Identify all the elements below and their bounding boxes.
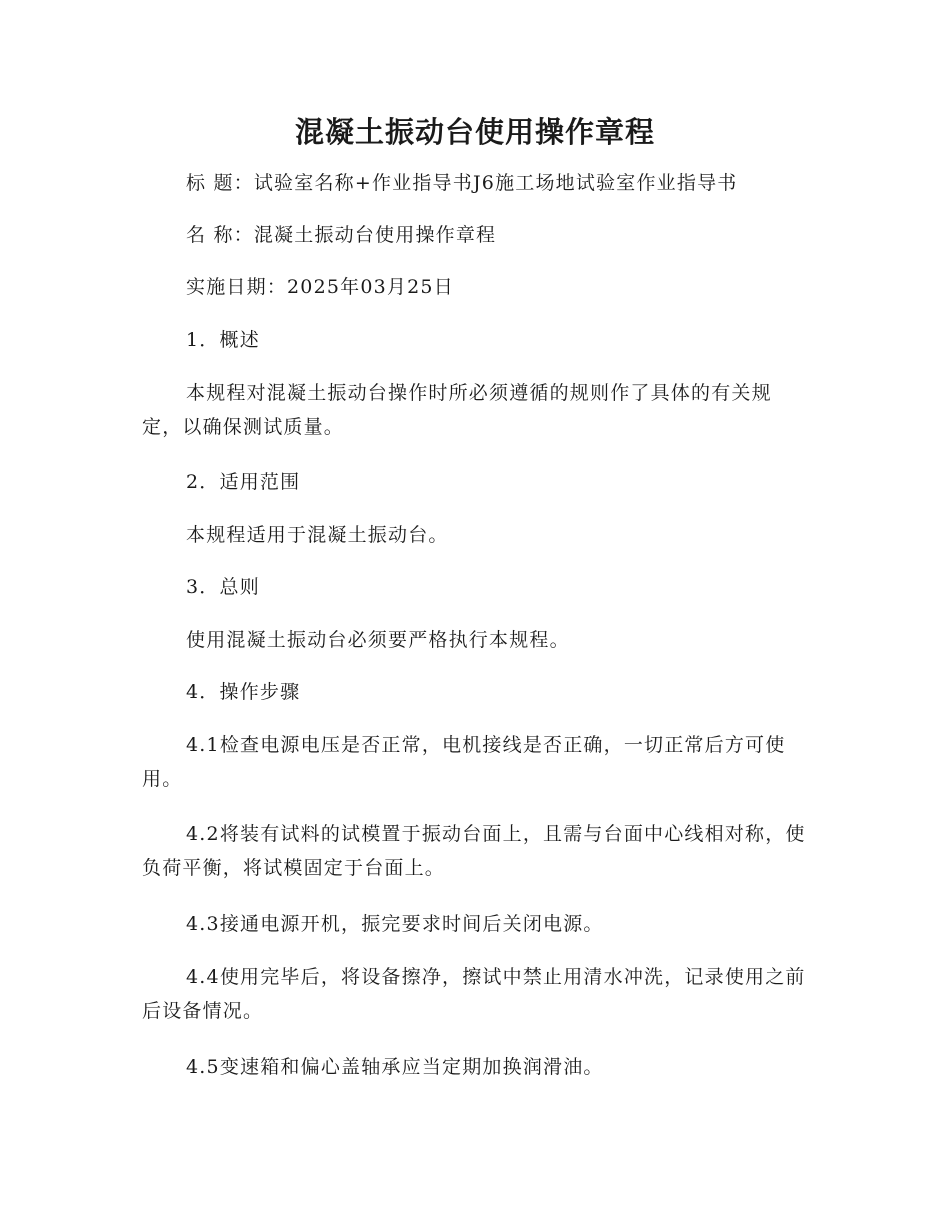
section-heading-overview: 1．概述 [186, 329, 260, 351]
step-4-3: 4.3接通电源开机，振完要求时间后关闭电源。 [186, 913, 604, 935]
document-title: 混凝土振动台使用操作章程 [294, 115, 655, 149]
paragraph-general: 使用混凝土振动台必须要严格执行本规程。 [186, 629, 570, 651]
step-4-1: 4.1检查电源电压是否正常，电机接线是否正确，一切正常后方可使用。 [142, 734, 786, 790]
section-heading-steps: 4．操作步骤 [186, 681, 301, 703]
step-4-2: 4.2将装有试料的试模置于振动台面上，且需与台面中心线相对称，使负荷平衡，将试模固定于台面上。 [142, 823, 806, 879]
section-heading-scope: 2．适用范围 [186, 471, 301, 493]
paragraph-overview: 本规程对混凝土振动台操作时所必须遵循的规则作了具体的有关规定，以确保测试质量。 [142, 382, 772, 438]
header-line-name: 名 称：混凝土振动台使用操作章程 [186, 224, 497, 246]
section-heading-general: 3．总则 [186, 576, 260, 598]
paragraph-scope: 本规程适用于混凝土振动台。 [186, 524, 449, 546]
header-line-title: 标 题：试验室名称+作业指导书J6施工场地试验室作业指导书 [186, 172, 738, 194]
step-4-4: 4.4使用完毕后，将设备擦净，擦试中禁止用清水冲洗，记录使用之前后设备情况。 [142, 966, 806, 1022]
header-line-date: 实施日期：2025年03月25日 [186, 276, 454, 298]
step-4-5: 4.5变速箱和偏心盖轴承应当定期加换润滑油。 [186, 1056, 604, 1078]
